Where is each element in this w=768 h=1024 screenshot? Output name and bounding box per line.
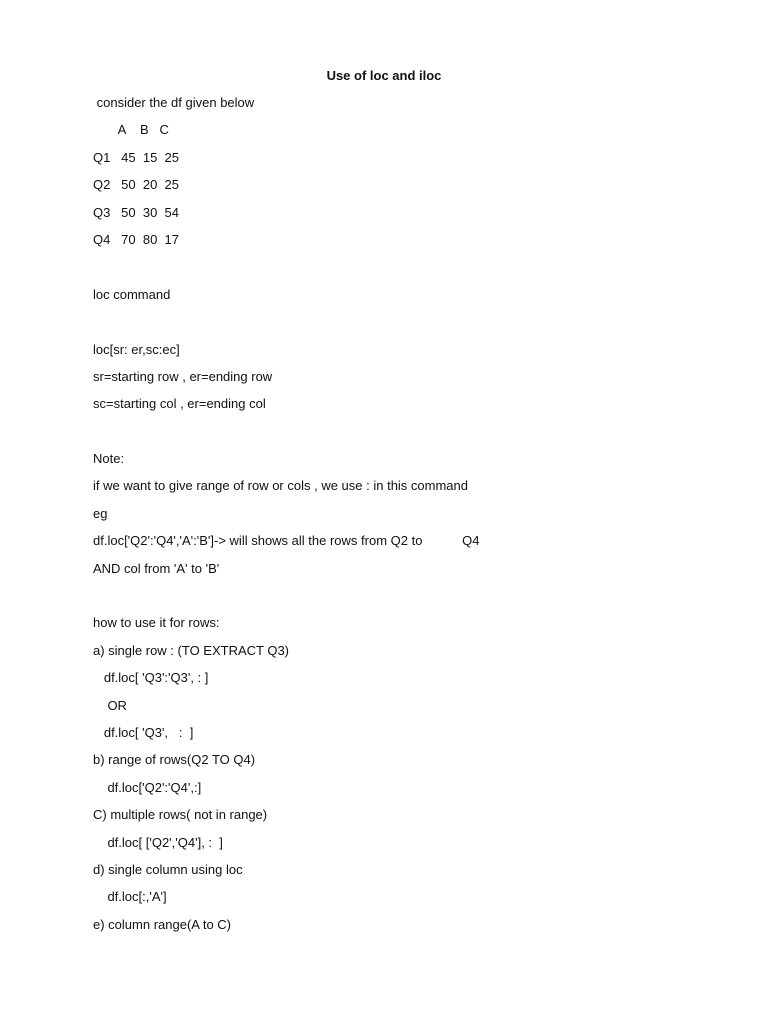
df-header-row: A B C — [93, 122, 169, 138]
note-heading: Note: — [93, 451, 125, 467]
item-c-heading: C) multiple rows( not in range) — [93, 807, 268, 823]
item-a-or: OR — [93, 697, 127, 713]
loc-syntax: loc[sr: er,sc:ec] — [93, 341, 180, 357]
blank-line — [93, 587, 693, 614]
blank-line — [93, 423, 693, 450]
item-d-heading: d) single column using loc — [93, 861, 243, 877]
item-e-heading: e) column range(A to C) — [93, 916, 232, 932]
df-row-q3: Q3 50 30 54 — [93, 204, 180, 220]
item-c-code: df.loc[ ['Q2','Q4'], : ] — [93, 834, 223, 850]
df-row-q2: Q2 50 20 25 — [93, 177, 180, 193]
example-continuation: AND col from 'A' to 'B' — [93, 560, 220, 576]
item-a-heading: a) single row : (TO EXTRACT Q3) — [93, 642, 290, 658]
note-text: if we want to give range of row or cols , we use : in this command — [93, 478, 469, 494]
item-a-code: df.loc[ 'Q3':'Q3', : ] — [93, 670, 209, 686]
blank-line — [93, 313, 693, 340]
item-b-code: df.loc['Q2':'Q4',:] — [93, 779, 202, 795]
example-label: eg — [93, 505, 108, 521]
blank-line — [93, 258, 693, 285]
item-a-code-alt: df.loc[ 'Q3', : ] — [93, 724, 194, 740]
section-heading-loc: loc command — [93, 286, 171, 302]
df-row-q1: Q1 45 15 25 — [93, 149, 180, 165]
document-title: Use of loc and iloc — [326, 68, 442, 83]
document-body — [93, 94, 693, 943]
item-d-code: df.loc[:,'A'] — [93, 889, 167, 905]
rows-heading: how to use it for rows: — [93, 615, 220, 631]
item-b-heading: b) range of rows(Q2 TO Q4) — [93, 752, 256, 768]
syntax-note-cols: sc=starting col , er=ending col — [93, 396, 266, 412]
intro-line: consider the df given below — [93, 95, 255, 110]
syntax-note-rows: sr=starting row , er=ending row — [93, 368, 273, 384]
example-code: df.loc['Q2':'Q4','A':'B']-> will shows all the rows from Q2 to Q4 — [93, 533, 480, 549]
df-row-q4: Q4 70 80 17 — [93, 231, 180, 247]
